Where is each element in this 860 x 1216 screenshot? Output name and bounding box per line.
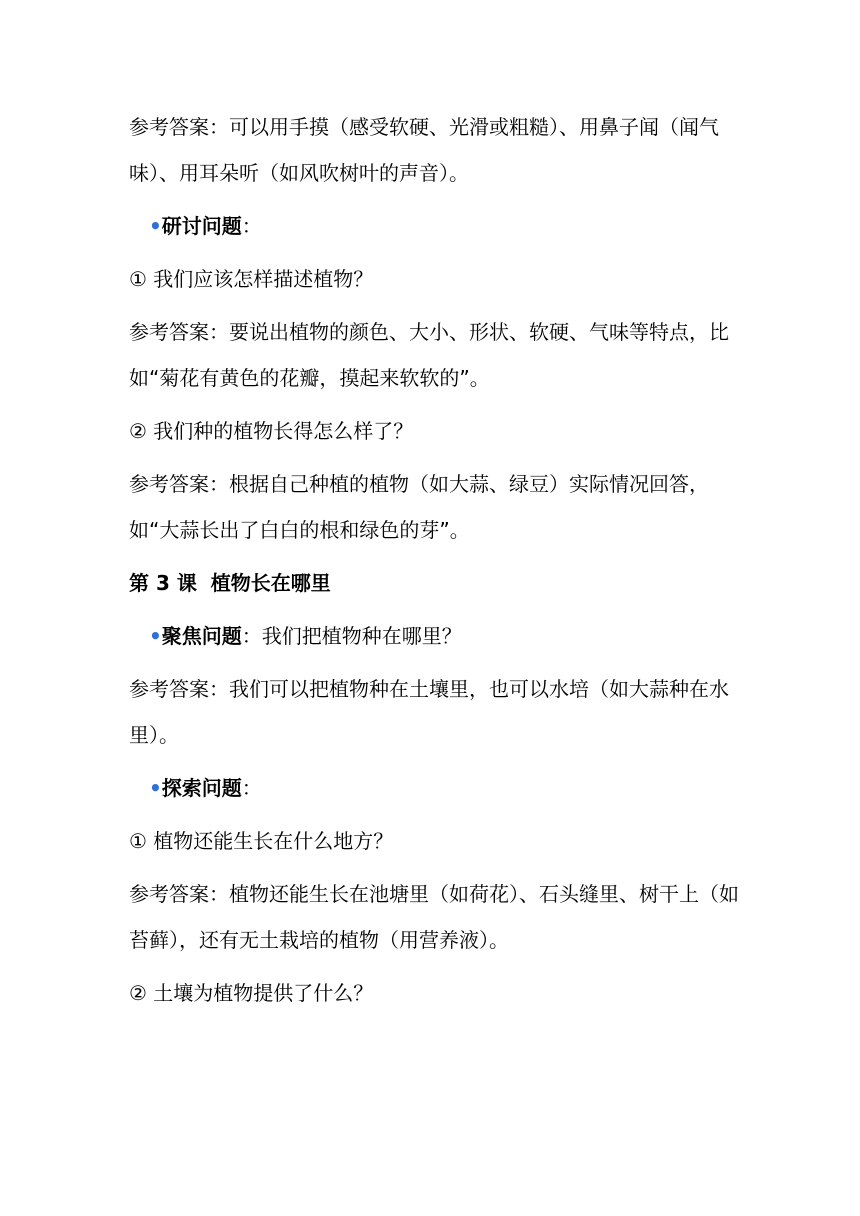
explore-label: 探索问题 xyxy=(161,776,242,800)
answer-4: 参考答案：植物还能生长在池塘里（如荷花）、石头缝里、树干上（如苔藓），还有无土栽培的植物（用营养液）。 xyxy=(129,882,739,952)
focus-label: 聚焦问题 xyxy=(161,624,242,648)
focus-question xyxy=(129,613,741,659)
discussion-colon: ： xyxy=(241,214,262,238)
question-3: ① 植物还能生长在什么地方？ xyxy=(129,829,394,853)
document-page xyxy=(129,104,741,1023)
lesson-title: 第 3 课 植物长在哪里 xyxy=(129,571,331,595)
explore-colon: ： xyxy=(241,776,262,800)
answer-paragraph: 参考答案：可以用手摸（感受软硬、光滑或粗糙）、用鼻子闻（闻气味）、用耳朵听（如风吹树叶的声音）。 xyxy=(129,115,719,185)
bullet-icon: • xyxy=(149,776,162,800)
bullet-icon: • xyxy=(149,624,162,648)
answer-1: 参考答案：要说出植物的颜色、大小、形状、软硬、气味等特点，比如“菊花有黄色的花瓣，摸起来软软的”。 xyxy=(129,320,729,390)
focus-text: ：我们把植物种在哪里？ xyxy=(241,624,462,648)
answer-2: 参考答案：根据自己种植的植物（如大蒜、绿豆）实际情况回答，如“大蒜长出了白白的根和绿色的芽”。 xyxy=(129,472,709,542)
explore-heading xyxy=(129,765,741,811)
discussion-heading xyxy=(129,203,741,249)
answer-3: 参考答案：我们可以把植物种在土壤里，也可以水培（如大蒜种在水里）。 xyxy=(129,677,729,747)
question-4: ② 土壤为植物提供了什么？ xyxy=(129,981,374,1005)
bullet-icon: • xyxy=(149,214,162,238)
question-1: ① 我们应该怎样描述植物？ xyxy=(129,267,374,291)
question-2: ② 我们种的植物长得怎么样了？ xyxy=(129,419,414,443)
discussion-label: 研讨问题 xyxy=(161,214,242,238)
